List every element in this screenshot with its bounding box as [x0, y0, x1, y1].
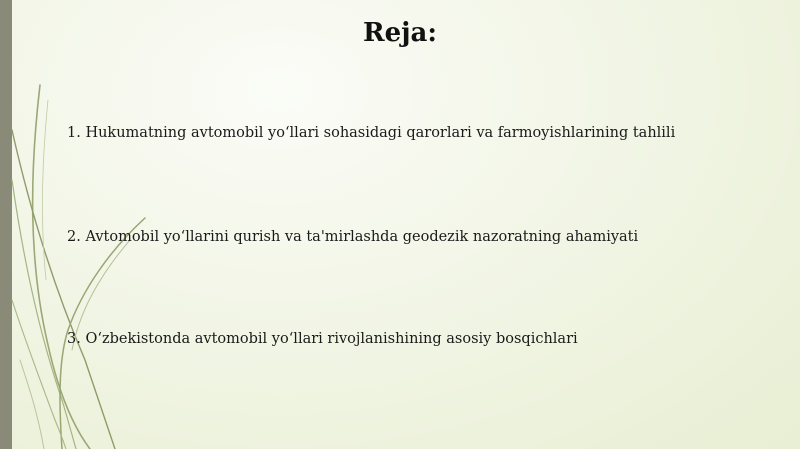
plan-item-2: 2. Avtomobil yo‘llarini qurish va ta'mirlashda geodezik nazoratning ahamiyati [67, 229, 639, 245]
plan-item-1: 1. Hukumatning avtomobil yo‘llari sohasidagi qarorlari va farmoyishlarining tahlili [67, 125, 676, 141]
slide-title: Reja: [362, 18, 437, 48]
plan-item-3: 3. O‘zbekistonda avtomobil yo‘llari rivojlanishining asosiy bosqichlari [67, 331, 578, 347]
